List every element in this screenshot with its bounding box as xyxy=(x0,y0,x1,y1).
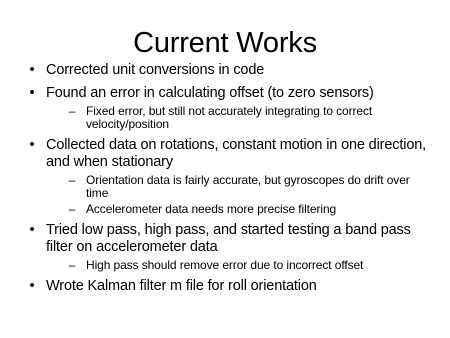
bullet-text: Found an error in calculating offset (to zero sensors) xyxy=(46,85,374,101)
bullet-text: Wrote Kalman filter m file for roll orientation xyxy=(46,278,317,294)
bullet-icon: • xyxy=(29,62,35,78)
bullet-item xyxy=(22,62,432,79)
dash-icon: – xyxy=(68,258,76,272)
bullet-text: Collected data on rotations, constant motion in one direction, and when stationary xyxy=(46,137,427,170)
bullet-list xyxy=(22,62,432,295)
bullet-icon: • xyxy=(29,137,35,153)
sub-bullet-text: Orientation data is fairly accurate, but gyroscopes do drift over time xyxy=(86,173,410,200)
sub-bullet-list xyxy=(46,259,432,272)
dash-icon: – xyxy=(68,202,76,216)
dash-icon: – xyxy=(68,173,76,187)
sub-bullet-list xyxy=(46,105,432,131)
sub-bullet-item xyxy=(46,203,432,216)
bullet-icon: • xyxy=(29,85,35,101)
dash-icon: – xyxy=(68,104,76,118)
bullet-icon: • xyxy=(29,222,35,238)
bullet-item xyxy=(22,222,432,272)
sub-bullet-text: Fixed error, but still not accurately integrating to correct velocity/position xyxy=(86,104,373,131)
sub-bullet-item xyxy=(46,259,432,272)
bullet-item xyxy=(22,137,432,216)
bullet-item xyxy=(22,85,432,131)
slide-content xyxy=(22,62,432,295)
slide-title: Current Works xyxy=(133,27,317,59)
sub-bullet-text: High pass should remove error due to incorrect offset xyxy=(86,258,364,272)
bullet-icon: • xyxy=(29,278,35,294)
sub-bullet-item xyxy=(46,174,432,200)
sub-bullet-item xyxy=(46,105,432,131)
bullet-text: Corrected unit conversions in code xyxy=(46,62,265,78)
sub-bullet-list xyxy=(46,174,432,216)
bullet-text: Tried low pass, high pass, and started testing a band pass filter on accelerometer data xyxy=(46,222,411,255)
bullet-item xyxy=(22,278,432,295)
sub-bullet-text: Accelerometer data needs more precise filtering xyxy=(86,202,337,216)
